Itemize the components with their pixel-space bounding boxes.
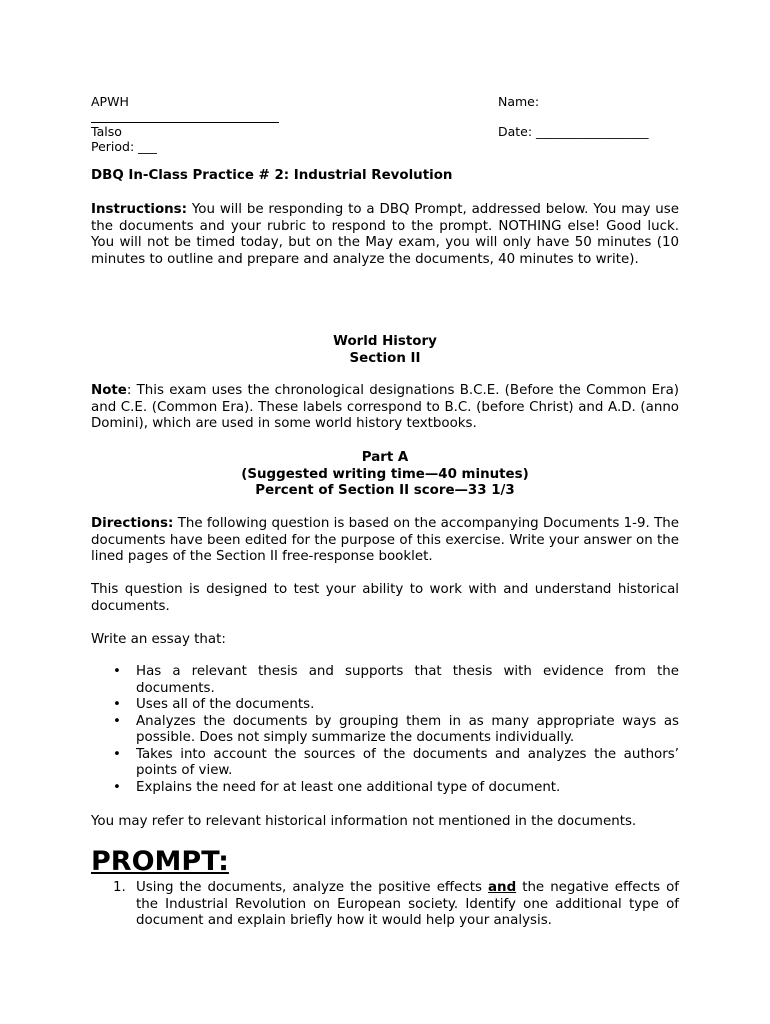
prompt-heading: PROMPT: xyxy=(91,846,229,877)
prompt-number: 1. xyxy=(113,880,126,895)
teacher-name: Talso xyxy=(91,124,122,139)
period-label: Period: ___ xyxy=(91,139,157,154)
bullet-icon: • xyxy=(113,746,121,762)
date-label: Date: __________________ xyxy=(498,124,649,139)
instructions-text: You will be responding to a DBQ Prompt, addressed below. You may use the documents and your rubric to respond to the prompt. NOTHING else! Good luck. You will not be timed today, but on the May exam, you will only have 50 minutes (10 minutes to outline and prepare and analyze the documents, 40 minutes to write). xyxy=(91,202,679,267)
part-heading-line1: Part A xyxy=(361,450,409,465)
student-name-label: Name: xyxy=(498,94,540,109)
page-title: DBQ In-Class Practice # 2: Industrial Revolution xyxy=(91,168,453,183)
section-heading xyxy=(91,334,679,367)
section-heading-line1: World History xyxy=(333,334,437,349)
bullet-icon: • xyxy=(113,713,121,729)
directions-paragraph xyxy=(91,516,679,566)
bullet-icon: • xyxy=(113,664,121,679)
directions-text: The following question is based on the accompanying Documents 1-9. The documents have been edited for the purpose of this exercise. Write your answer on the lined pages of the Section II free-response booklet. xyxy=(91,516,679,564)
course-label: APWH xyxy=(91,94,129,109)
list-item: • Uses all of the documents. xyxy=(113,697,315,712)
list-item: • Explains the need for at least one additional type of document. xyxy=(113,779,561,795)
essay-intro: Write an essay that: xyxy=(91,632,226,647)
instructions-paragraph xyxy=(91,202,679,268)
directions-label: Directions: xyxy=(91,516,174,531)
prompt-question xyxy=(91,880,679,930)
section-heading-line2: Section II xyxy=(349,350,421,366)
prompt-emphasis: and xyxy=(488,880,517,895)
bullet-icon: • xyxy=(113,697,121,712)
list-item: • Takes into account the sources of the documents and analyzes the authors’ points of view. xyxy=(113,746,679,778)
prompt-text: Using the documents, analyze the positive effects and the negative effects of the Industrial Revolution on European society. Identify one additional type of document and explain briefly how it would help your analysis. xyxy=(136,880,679,928)
test-purpose-paragraph: This question is designed to test your ability to work with and understand historical documents. xyxy=(91,582,679,614)
note-paragraph xyxy=(91,383,679,433)
bullet-icon: • xyxy=(113,779,121,795)
part-heading xyxy=(91,450,679,500)
signature-line xyxy=(91,122,279,123)
note-text: : This exam uses the chronological designations B.C.E. (Before the Common Era) and C.E. (Common Era). These labels correspond to B.C. (before Christ) and A.D. (anno Domini), which are used in some world history textbooks. xyxy=(91,383,679,431)
refer-note: You may refer to relevant historical information not mentioned in the documents. xyxy=(91,814,637,829)
essay-requirements-list xyxy=(91,664,679,796)
list-item: • Has a relevant thesis and supports that thesis with evidence from the documents. xyxy=(113,664,679,696)
note-label: Note xyxy=(91,383,127,398)
instructions-label: Instructions: xyxy=(91,202,188,217)
part-heading-line3: Percent of Section II score—33 1/3 xyxy=(255,483,515,498)
part-heading-line2: (Suggested writing time—40 minutes) xyxy=(241,466,529,482)
list-item: • Analyzes the documents by grouping them in as many appropriate ways as possible. Does not simply summarize the documents individually. xyxy=(113,713,679,745)
